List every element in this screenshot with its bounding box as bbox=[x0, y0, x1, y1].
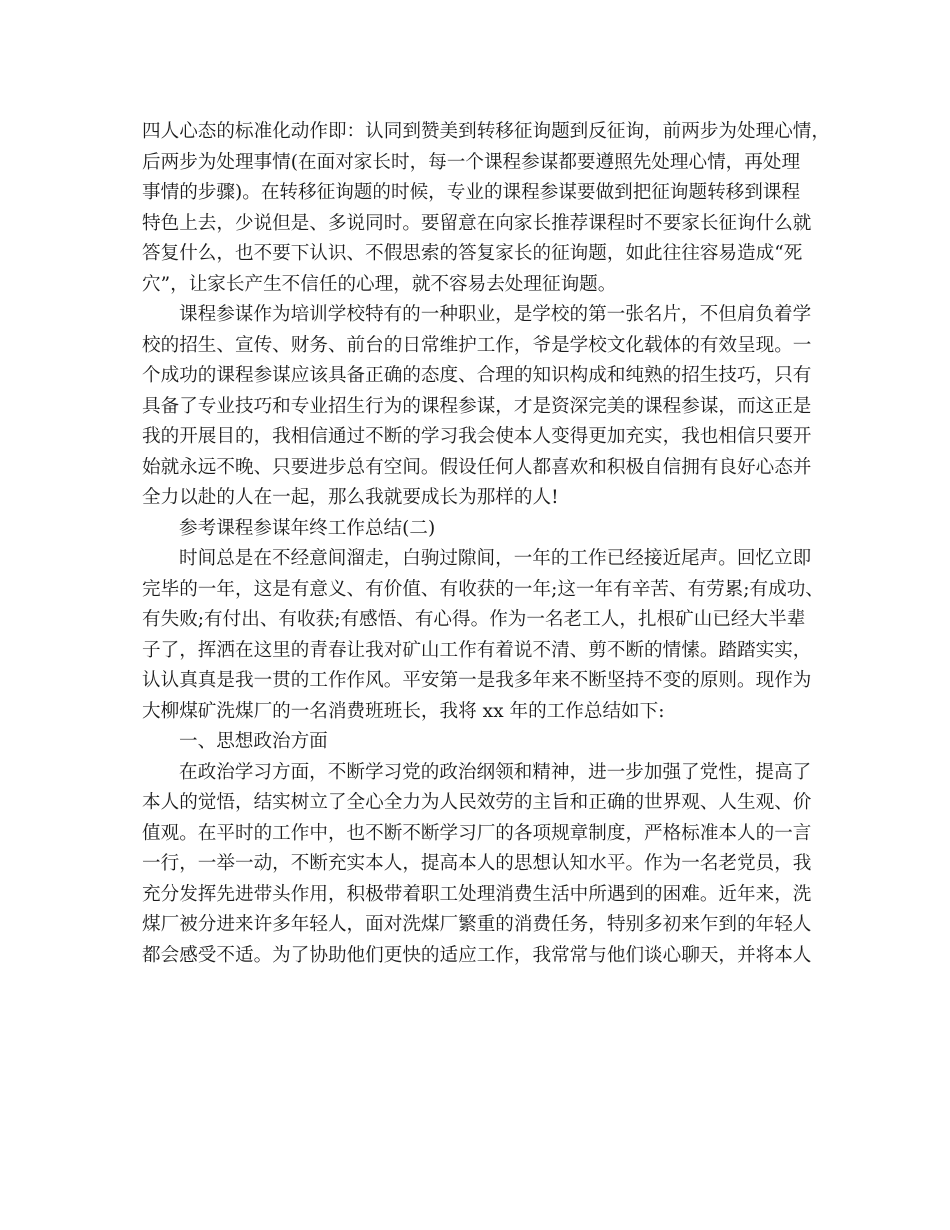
text-line: 充分发挥先进带头作用，积极带着职工处理消费生活中所遇到的困难。近年来，洗 bbox=[142, 883, 812, 905]
text-line: 事情的步骤)。在转移征询题的时候，专业的课程参谋要做到把征询题转移到课程 bbox=[142, 182, 801, 203]
text-line: 完毕的一年，这是有意义、有价值、有收获的一年;这一年有辛苦、有劳累;有成功、 bbox=[142, 578, 824, 600]
text-line: 大柳煤矿洗煤厂的一名消费班班长，我将 xx 年的工作总结如下: bbox=[142, 700, 665, 722]
text-line: 有失败;有付出、有收获;有感悟、有心得。作为一名老工人，扎根矿山已经大半辈 bbox=[142, 609, 806, 630]
text-line: 后两步为处理事情(在面对家长时，每一个课程参谋都要遵照先处理心情，再处理 bbox=[142, 151, 801, 173]
text-line: 认认真真是我一贯的工作作风。平安第一是我多年来不断坚持不变的原则。现作为 bbox=[142, 670, 812, 691]
text-line: 特色上去，少说但是、多说同时。要留意在向家长推荐课程时不要家长征询什么就 bbox=[142, 212, 812, 234]
text-line: 穴”，让家长产生不信任的心理，就不容易去处理征询题。 bbox=[142, 273, 617, 295]
text-line: 都会感受不适。为了协助他们更快的适应工作，我常常与他们谈心聊天，并将本人 bbox=[142, 944, 812, 966]
text-line: 参考课程参谋年终工作总结(二) bbox=[179, 517, 436, 539]
text-line: 四人心态的标准化动作即：认同到赞美到转移征询题到反征询，前两步为处理心情， bbox=[142, 121, 830, 142]
text-line: 答复什么，也不要下认识、不假思索的答复家长的征询题，如此往往容易造成“死 bbox=[142, 243, 803, 264]
text-line: 个成功的课程参谋应该具备正确的态度、合理的知识构成和纯熟的招生技巧，只有 bbox=[142, 365, 812, 386]
text-line: 我的开展目的，我相信通过不断的学习我会使本人变得更加充实，我也相信只要开 bbox=[142, 426, 812, 447]
text-line: 全力以赴的人在一起，那么我就要成长为那样的人! bbox=[142, 487, 559, 508]
text-line: 时间总是在不经意间溜走，白驹过隙间，一年的工作已经接近尾声。回忆立即 bbox=[179, 548, 812, 569]
text-line: 值观。在平时的工作中，也不断不断学习厂的各项规章制度，严格标准本人的一言 bbox=[142, 822, 812, 844]
text-line: 在政治学习方面，不断学习党的政治纲领和精神，进一步加强了党性，提高了 bbox=[179, 761, 812, 783]
text-line: 煤厂被分进来许多年轻人，面对洗煤厂繁重的消费任务，特别多初来乍到的年轻人 bbox=[142, 914, 812, 935]
text-line: 一、思想政治方面 bbox=[179, 731, 328, 752]
document-body bbox=[142, 117, 830, 971]
text-line: 一行，一举一动，不断充实本人，提高本人的思想认知水平。作为一名老党员，我 bbox=[142, 853, 812, 874]
text-line: 校的招生、宣传、财务、前台的日常维护工作，爷是学校文化载体的有效呈现。一 bbox=[142, 334, 812, 356]
text-line: 本人的觉悟，结实树立了全心全力为人民效劳的主旨和正确的世界观、人生观、价 bbox=[142, 792, 812, 813]
text-line: 子了，挥洒在这里的青春让我对矿山工作有着说不清、剪不断的情愫。踏踏实实， bbox=[142, 639, 812, 661]
text-line: 具备了专业技巧和专业招生行为的课程参谋，才是资深完美的课程参谋，而这正是 bbox=[142, 395, 812, 417]
text-line: 课程参谋作为培训学校特有的一种职业，是学校的第一张名片，不但肩负着学 bbox=[179, 304, 812, 325]
text-line: 始就永远不晚、只要进步总有空间。假设任何人都喜欢和积极自信拥有良好心态并 bbox=[142, 456, 812, 478]
